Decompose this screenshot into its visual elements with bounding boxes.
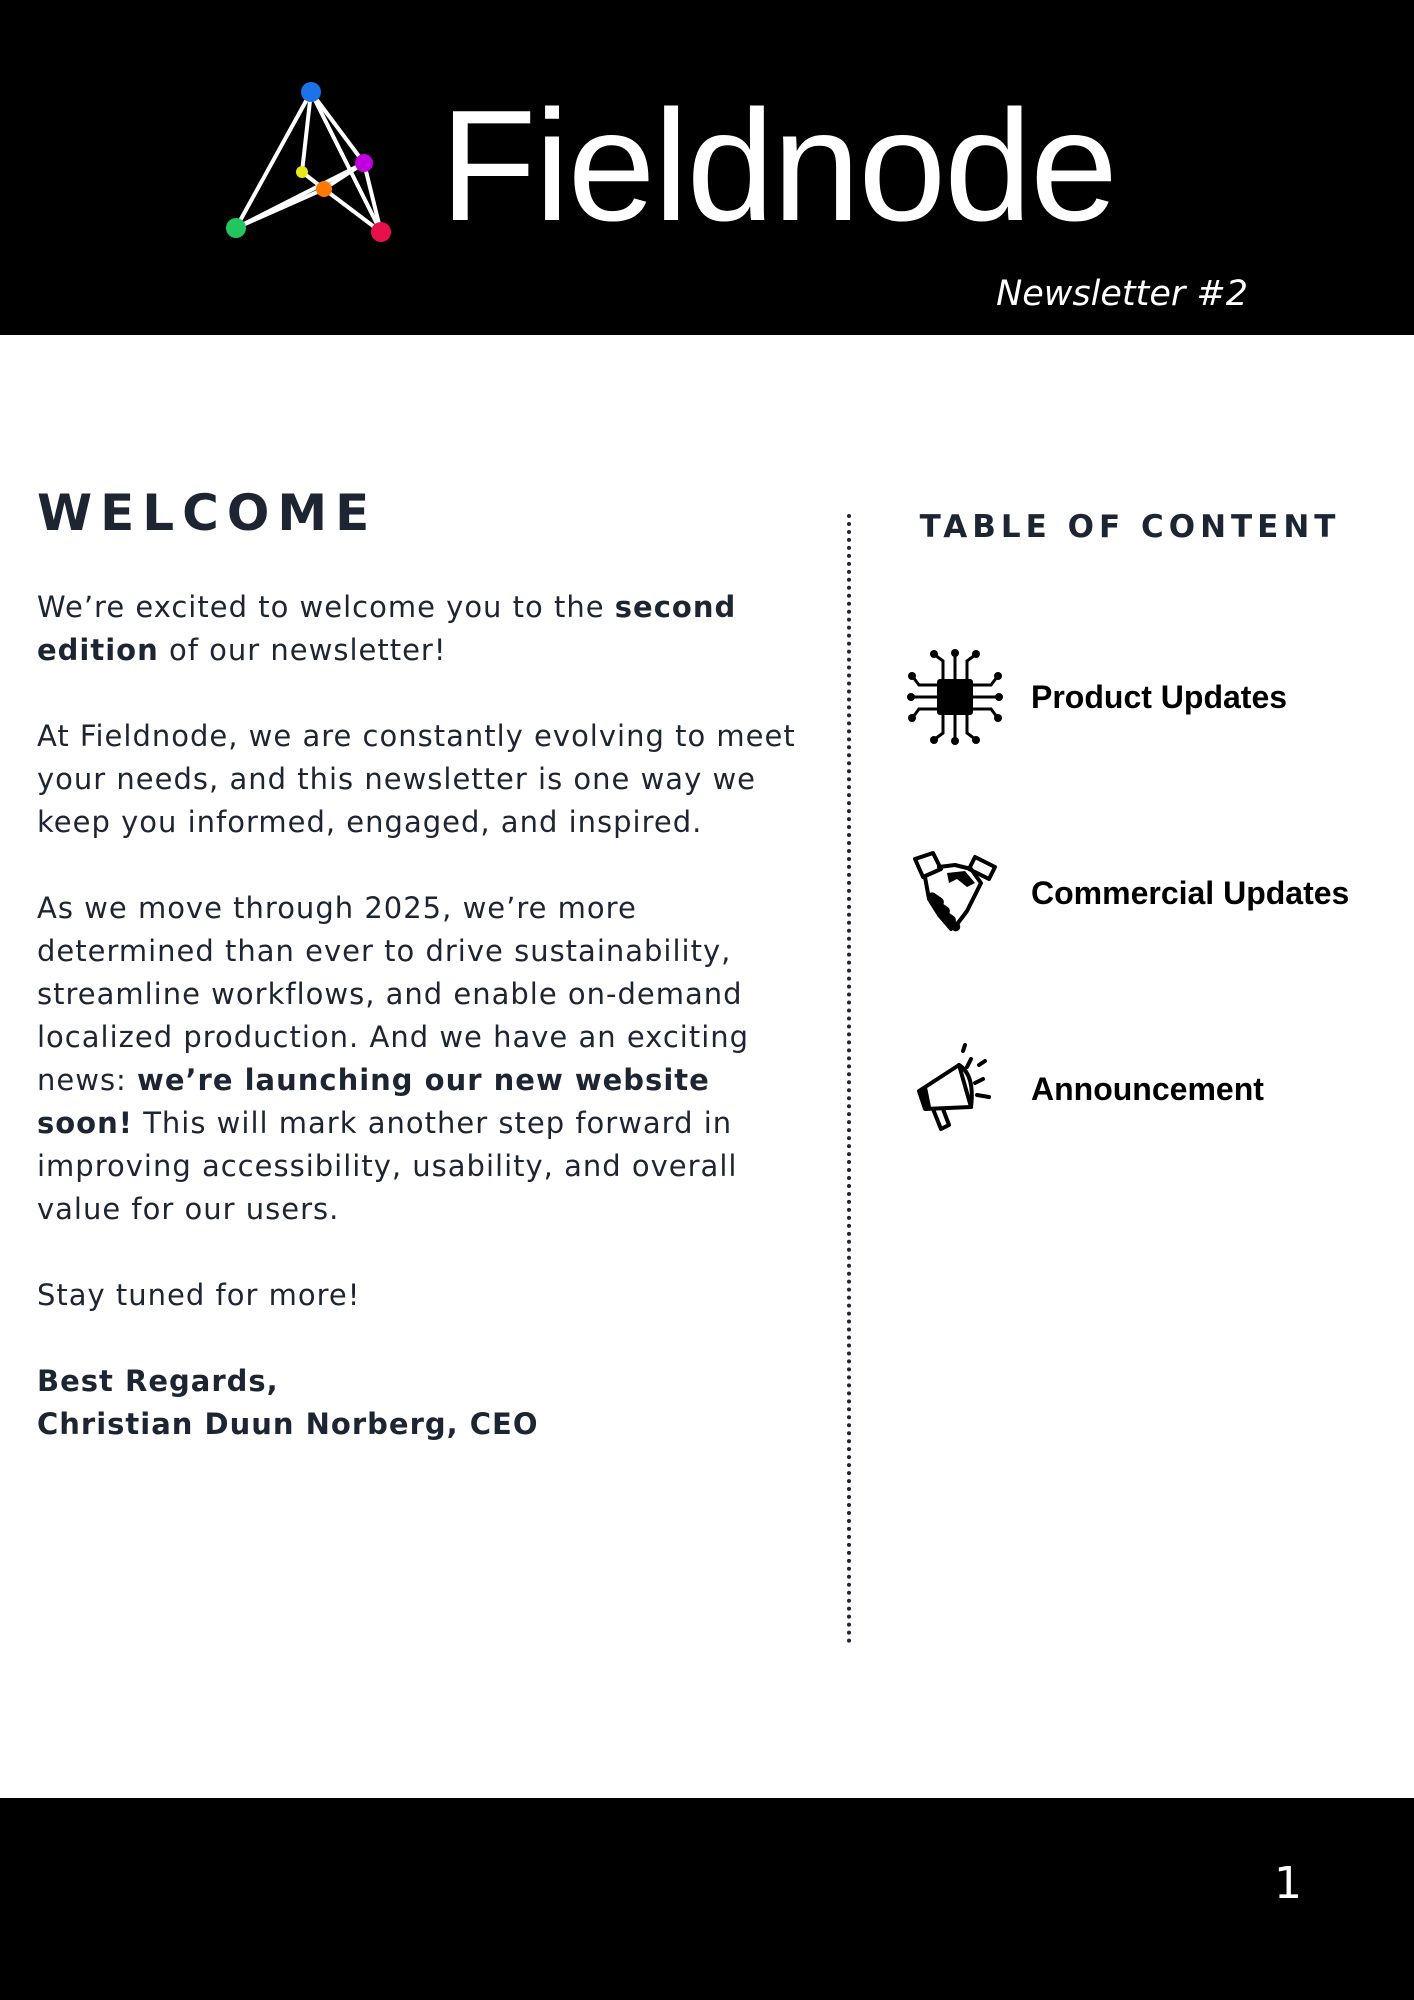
handshake-icon [905, 843, 1005, 943]
toc-item-label: Product Updates [1031, 679, 1288, 715]
logo-node-green [226, 218, 246, 238]
header-banner [0, 0, 1414, 335]
toc-item-product-updates[interactable] [905, 647, 1405, 747]
text-segment: As we move through 2025, we’re more determined than ever to drive sustainability, streamline workflows, and enable on-demand localized production. And we have an exciting news: [37, 891, 750, 1097]
chip-icon [905, 647, 1005, 747]
signoff [37, 1360, 807, 1446]
toc-item-label: Commercial Updates [1031, 875, 1350, 911]
logo-node-red [371, 222, 391, 242]
toc-item-label: Announcement [1031, 1071, 1264, 1107]
toc-heading: TABLE OF CONTENT [919, 509, 1341, 545]
welcome-body [37, 586, 807, 1446]
megaphone-icon [905, 1039, 1005, 1139]
signature-line: Christian Duun Norberg, CEO [37, 1407, 539, 1441]
welcome-heading: WELCOME [37, 484, 378, 542]
logo-node-blue [301, 82, 321, 102]
page-number: 1 [1274, 1858, 1302, 1909]
welcome-paragraph-4: Stay tuned for more! [37, 1278, 361, 1312]
newsletter-issue-label: Newsletter #2 [996, 274, 1248, 314]
text-segment: of our newsletter! [158, 633, 447, 667]
text-segment: This will mark another step forward in improving accessibility, usability, and overall value for our users. [37, 1106, 738, 1226]
column-divider [847, 514, 851, 1644]
welcome-paragraph-3 [37, 887, 807, 1231]
logo-node-yellow [296, 166, 308, 178]
bold-segment: second edition [37, 590, 737, 667]
welcome-paragraph-1 [37, 586, 807, 672]
bold-segment: we’re launching our new website soon! [37, 1063, 710, 1140]
logo-node-orange [316, 181, 332, 197]
brand-wordmark: Fieldnode [440, 78, 1116, 254]
regards-line: Best Regards, [37, 1364, 279, 1398]
text-segment: We’re excited to welcome you to the [37, 590, 615, 624]
logo-node-purple [355, 154, 373, 172]
fieldnode-logo-icon [220, 78, 395, 248]
toc-item-commercial-updates[interactable] [905, 843, 1405, 943]
welcome-paragraph-2: At Fieldnode, we are constantly evolving to meet your needs, and this newsletter is one way we keep you informed, engaged, and inspired. [37, 719, 796, 839]
footer-bar [0, 1798, 1414, 2000]
toc-item-announcement[interactable] [905, 1039, 1405, 1139]
